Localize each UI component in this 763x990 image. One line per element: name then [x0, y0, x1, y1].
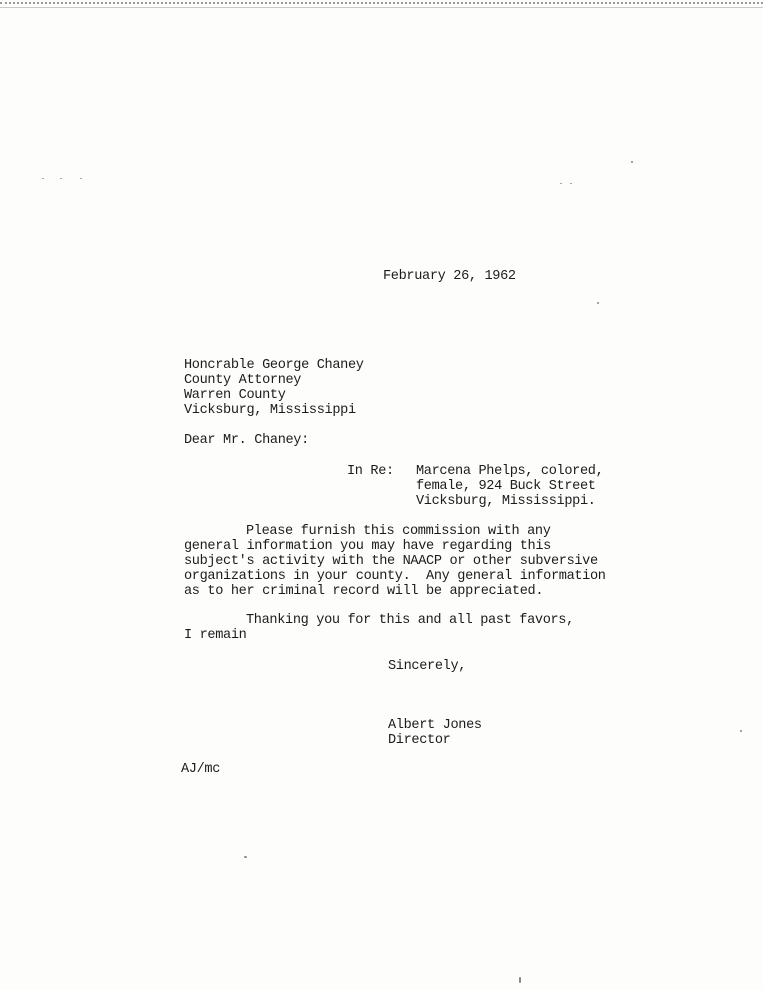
re-label: In Re:	[347, 464, 394, 479]
scan-top-rule	[0, 7, 763, 8]
re-line: female, 924 Buck Street	[416, 479, 596, 494]
scan-speck	[80, 178, 82, 179]
recipient-name: Honcrable George Chaney	[184, 358, 364, 373]
scan-speck	[42, 178, 44, 179]
scan-speck	[519, 977, 521, 983]
scan-speck	[597, 302, 599, 304]
scan-speck	[570, 183, 572, 184]
recipient-county: Warren County	[184, 388, 286, 403]
recipient-city: Vicksburg, Mississippi	[184, 403, 356, 418]
recipient-title: County Attorney	[184, 373, 302, 388]
body-line: Thanking you for this and all past favors,	[246, 613, 574, 628]
body-line: organizations in your county. Any general information	[184, 569, 606, 584]
scan-speck	[60, 178, 62, 179]
body-line: as to her criminal record will be appreciated.	[184, 584, 544, 599]
scan-speck	[244, 856, 247, 858]
body-line: Please furnish this commission with any	[246, 524, 551, 539]
reference-initials: AJ/mc	[181, 762, 221, 777]
scan-top-edge	[0, 2, 763, 4]
scan-speck	[631, 161, 633, 163]
salutation: Dear Mr. Chaney:	[184, 433, 309, 448]
scan-speck	[560, 183, 562, 184]
signer-title: Director	[388, 733, 451, 748]
closing: Sincerely,	[388, 659, 467, 674]
body-line: general information you may have regarding this	[184, 539, 551, 554]
re-line: Vicksburg, Mississippi.	[416, 494, 596, 509]
signer-name: Albert Jones	[388, 718, 482, 733]
scan-speck	[740, 730, 742, 732]
body-line: subject's activity with the NAACP or other subversive	[184, 554, 598, 569]
body-line: I remain	[184, 628, 247, 643]
re-line: Marcena Phelps, colored,	[416, 464, 604, 479]
letter-date: February 26, 1962	[383, 269, 516, 284]
